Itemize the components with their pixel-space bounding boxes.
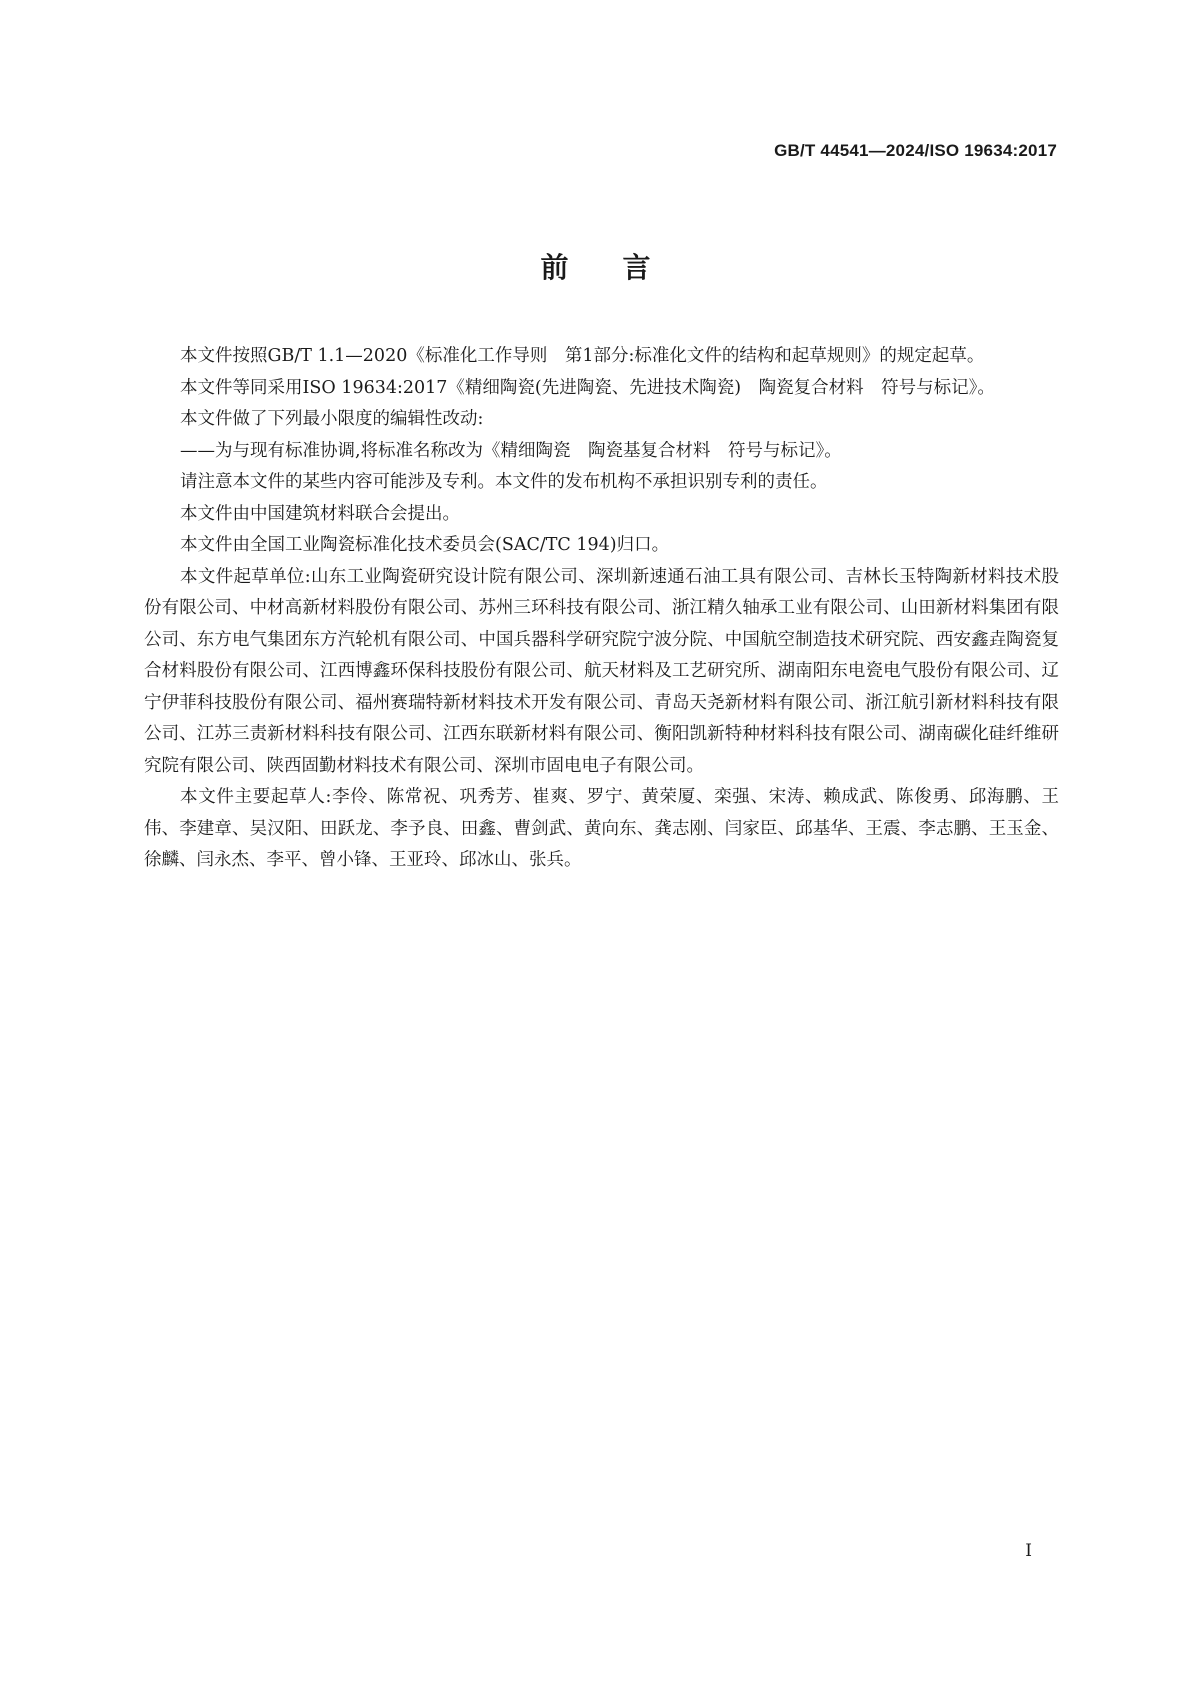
paragraph-editorial-change-item: ——为与现有标准协调,将标准名称改为《精细陶瓷 陶瓷基复合材料 符号与标记》。: [180, 440, 842, 461]
paragraph-technical-committee: 本文件由全国工业陶瓷标准化技术委员会(SAC/TC 194)归口。: [180, 535, 670, 555]
paragraph-drafting-rules: 本文件按照GB/T 1.1—2020《标准化工作导则 第1部分:标准化文件的结构和起草规则》的规定起草。: [180, 346, 985, 366]
page-title: 前言: [540, 251, 705, 284]
page-number: I: [1025, 1541, 1032, 1561]
paragraph-drafting-organizations: 本文件起草单位:山东工业陶瓷研究设计院有限公司、深圳新速通石油工具有限公司、吉林长玉特陶新材料技术股份有限公司、中材高新材料股份有限公司、苏州三环科技有限公司、浙江精久轴承工业有限公司、山田新材料集团有限公司、东方电气集团东方汽轮机有限公司、中国兵器科学研究院宁波分院、中国航空制造技术研究院、西安鑫垚陶瓷复合材料股份有限公司、江西博鑫环保科技股份有限公司、航天材料及工艺研究所、湖南阳东电瓷电气股份有限公司、辽宁伊菲科技股份有限公司、福州赛瑞特新材料技术开发有限公司、青岛天尧新材料有限公司、浙江航引新材料科技有限公司、江苏三责新材料科技有限公司、江西东联新材料有限公司、衡阳凯新特种材料科技有限公司、湖南碳化硅纤维研究院有限公司、陕西固勤材料技术有限公司、深圳市固电电子有限公司。: [144, 566, 1059, 776]
paragraph-patent-notice: 请注意本文件的某些内容可能涉及专利。本文件的发布机构不承担识别专利的责任。: [180, 472, 828, 492]
paragraph-proposer: 本文件由中国建筑材料联合会提出。: [180, 503, 460, 524]
foreword-body: [144, 341, 1059, 877]
paragraph-drafters: 本文件主要起草人:李伶、陈常祝、巩秀芳、崔爽、罗宁、黄荣厦、栾强、宋涛、赖成武、陈俊勇、邱海鹏、王伟、李建章、吴汉阳、田跃龙、李予良、田鑫、曹剑武、黄向东、龚志刚、闫家臣、邱基华、王震、李志鹏、王玉金、徐麟、闫永杰、李平、曾小锋、王亚玲、邱冰山、张兵。: [144, 787, 1059, 870]
paragraph-editorial-changes: 本文件做了下列最小限度的编辑性改动:: [180, 409, 484, 429]
paragraph-adoption: 本文件等同采用ISO 19634:2017《精细陶瓷(先进陶瓷、先进技术陶瓷) 陶瓷复合材料 符号与标记》。: [180, 377, 995, 398]
document-id: GB/T 44541—2024/ISO 19634:2017: [774, 141, 1057, 160]
